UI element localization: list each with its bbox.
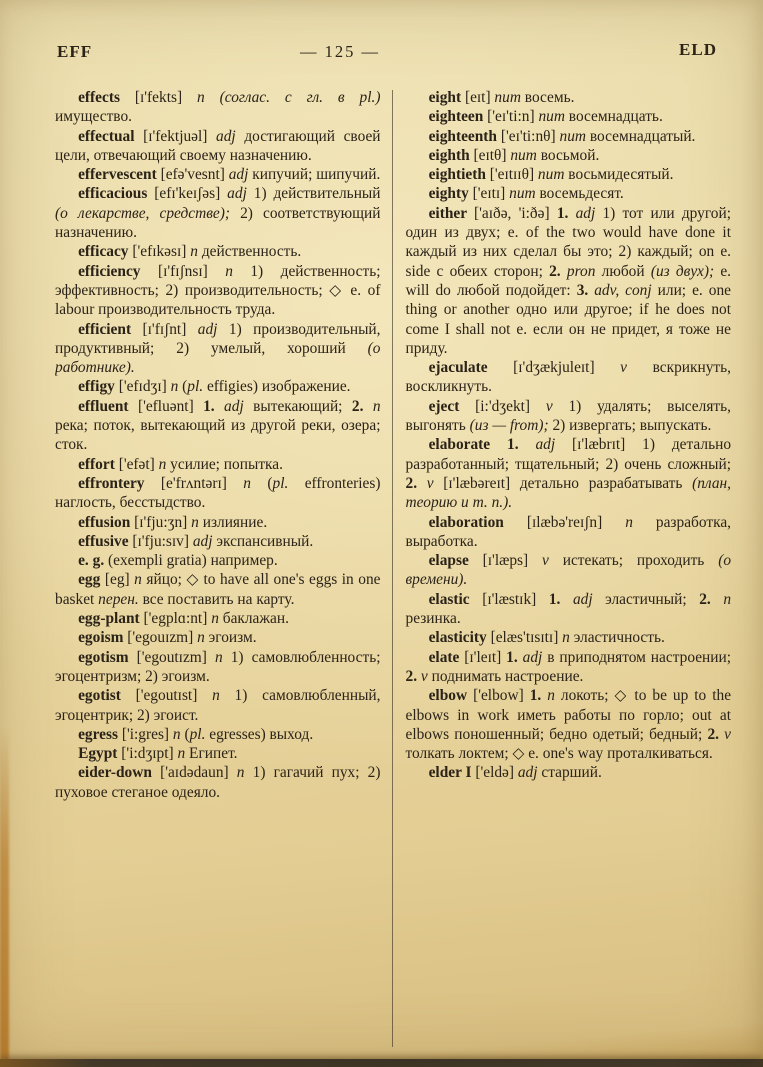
dictionary-entry: effervescent [efə'vesnt] adj кипучий; шипучий. (78, 166, 381, 184)
dictionary-entry: effects [ɪ'fekts] n (соглас. с гл. в pl.) имущество. (55, 89, 381, 126)
dictionary-entry: eighteenth ['eɪ'ti:nθ] num восемнадцатый. (428, 127, 696, 145)
dictionary-entry: egg-plant ['egplɑ:nt] n баклажан. (78, 610, 289, 628)
page-header (0, 0, 763, 68)
dictionary-entry: egg [eg] n яйцо; ◇ to have all one's eggs in one basket перен. все поставить на карту. (55, 571, 381, 608)
dictionary-entry: eighth [eɪtθ] num восьмой. (428, 146, 600, 164)
page-body (55, 88, 731, 1047)
dictionary-entry: elate [ɪ'leɪt] 1. adj в приподнятом настроении; 2. v поднимать настроение. (405, 648, 731, 685)
dictionary-entry: eject [i:'dʒekt] v 1) удалять; выселять, выгонять (из — from); 2) извергать; выпускать. (405, 397, 731, 435)
dictionary-entry: efficacious [efɪ'keɪʃəs] adj 1) действительный (о лекарстве, средстве); 2) соответствующий назначению. (55, 185, 381, 242)
dictionary-entry: e. g. (exempli gratia) например. (78, 552, 278, 570)
dictionary-entry: egotism ['egoutɪzm] n 1) самовлюбленность; эгоцентризм; 2) эгоизм. (55, 648, 381, 685)
dictionary-entry: efficacy ['efɪkəsɪ] n действенность. (78, 243, 302, 261)
dictionary-entry: eighty ['eɪtɪ] num восемьдесят. (428, 185, 624, 203)
dictionary-entry: elapse [ɪ'læps] v истекать; проходить (о времени). (405, 552, 731, 589)
dictionary-entry: effigy ['efɪdʒɪ] n (pl. effigies) изображение. (78, 378, 351, 396)
column-left (55, 88, 392, 1047)
dictionary-entry: egress ['i:gres] n (pl. egresses) выход. (78, 725, 314, 743)
dictionary-entry: efficiency [ɪ'fɪʃnsɪ] n 1) действенность; эффективность; 2) производительность; ◇ e. of labour производительность труда. (55, 262, 381, 319)
dictionary-entry: eight [eɪt] num восемь. (428, 89, 575, 106)
dictionary-entry: effort ['efət] n усилие; попытка. (78, 455, 283, 473)
page-number: — 125 — (300, 42, 380, 61)
dictionary-entry: eider-down ['aɪdədaun] n 1) гагачий пух; 2) пуховое стеганое одеяло. (55, 764, 381, 801)
dictionary-entry: egoism ['egouɪzm] n эгоизм. (78, 629, 257, 647)
column-right (393, 88, 732, 1047)
dictionary-entry: efficient [ɪ'fɪʃnt] adj 1) производительный, продуктивный; 2) умелый, хороший (о работнике). (55, 320, 381, 377)
dictionary-entry: eighteen ['eɪ'ti:n] num восемнадцать. (428, 108, 663, 126)
header-keyword-right: ELD (679, 40, 717, 59)
dictionary-entry: effectual [ɪ'fektjuəl] adj достигающий своей цели, отвечающий своему назначению. (55, 127, 381, 164)
dictionary-entry: Egypt ['i:dʒɪpt] n Египет. (78, 745, 238, 763)
dictionary-entry: effrontery [e'frʌntərɪ] n (pl. effronteries) наглость, бесстыдство. (55, 474, 381, 512)
dictionary-entry: elasticity [elæs'tɪsɪtɪ] n эластичность. (428, 629, 665, 647)
dictionary-entry: elaboration [ɪlæbə'reɪʃn] n разработка, выработка. (405, 513, 731, 550)
dictionary-entry: elder I ['eldə] adj старший. (428, 764, 602, 782)
dictionary-entry: elastic [ɪ'læstɪk] 1. adj эластичный; 2. n резинка. (405, 590, 731, 628)
dictionary-entry: effusive [ɪ'fju:sɪv] adj экспансивный. (78, 532, 314, 550)
dictionary-entry: elaborate 1. adj [ɪ'læbrɪt] 1) детально разработанный; тщательный; 2) очень сложный; 2. v [ɪ'læbəreɪt] детально разрабатывать (план, теорию и т. п.). (405, 436, 731, 512)
page-edge-bottom-shadow (0, 1059, 763, 1067)
dictionary-entry: egotist ['egoutɪst] n 1) самовлюбленный, эгоцентрик; 2) эгоист. (55, 687, 381, 724)
dictionary-entry: either ['aɪðə, 'i:ðə] 1. adj 1) тот или другой; один из двух; e. of the two would have done it каждый из них сделал бы это; 2) каждый; on e. side с обеих сторон; 2. pron любой (из двух); e. will do любой подойдет: 3. adv, conj или; e. one thing or another одно или другое; if he does not come I shall not e. если он не придет, я тоже не приду. (405, 204, 731, 357)
dictionary-entry: ejaculate [ɪ'dʒækjuleɪt] v вскрикнуть, воскликнуть. (405, 359, 731, 396)
dictionary-entry: effusion [ɪ'fju:ʒn] n излияние. (78, 513, 268, 531)
dictionary-entry: elbow ['elbow] 1. n локоть; ◇ to be up to the elbows in work иметь работы по горло; out at elbows поношенный; бедно одетый; бедный; 2. v толкать локтем; ◇ e. one's way проталкиваться. (405, 687, 731, 763)
page-edge-left-shadow (0, 727, 9, 1067)
dictionary-entry: eightieth ['eɪtɪɪθ] num восьмидесятый. (428, 166, 674, 184)
header-keyword-left: EFF (57, 42, 93, 61)
dictionary-entry: effluent ['efluənt] 1. adj вытекающий; 2. n река; поток, вытекающий из другой реки, озера; сток. (55, 397, 381, 454)
